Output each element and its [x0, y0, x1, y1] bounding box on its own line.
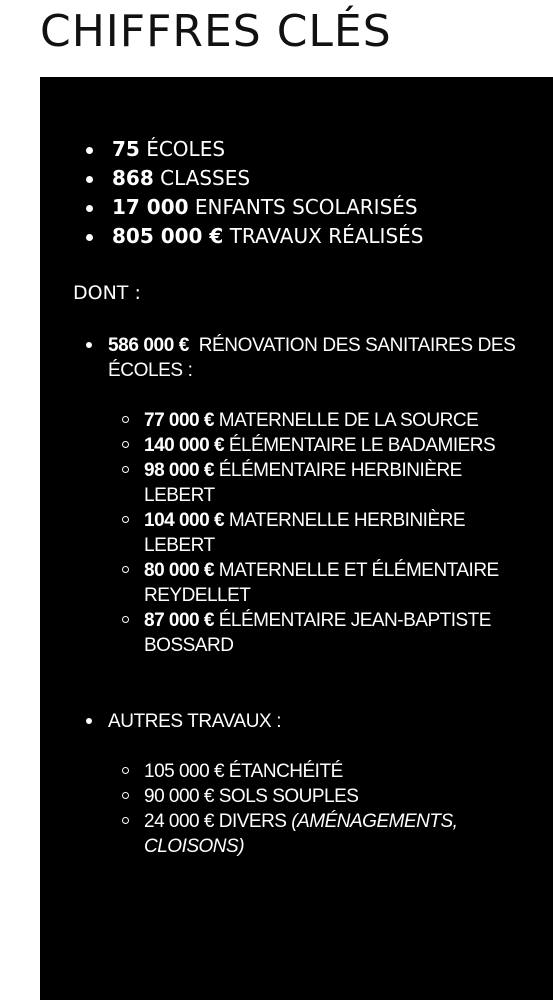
list-item — [144, 408, 534, 433]
sanitaires-list — [144, 408, 534, 658]
list-item — [144, 809, 534, 859]
list-item — [144, 458, 534, 508]
key-figure-value: 805 000 € — [112, 224, 224, 248]
item-label: ÉLÉMENTAIRE JEAN-BAPTISTE BOSSARD — [144, 610, 491, 656]
autres-travaux-list — [144, 759, 534, 859]
item-amount: 87 000 € — [144, 610, 214, 631]
item-note: (AMÉNAGEMENTS, CLOISONS) — [144, 811, 458, 857]
key-figure-label: CLASSES — [160, 166, 251, 190]
item-label: ÉLÉMENTAIRE LE BADAMIERS — [228, 435, 496, 456]
item-amount: 80 000 € — [144, 560, 214, 581]
list-item — [144, 784, 534, 809]
page-title: CHIFFRES CLÉS — [40, 6, 392, 57]
key-figure-value: 75 — [112, 137, 140, 161]
sanitaires-heading — [108, 333, 533, 383]
key-figure-label: ENFANTS SCOLARISÉS — [194, 195, 418, 219]
list-item — [144, 759, 534, 784]
dont-label: DONT : — [73, 282, 141, 304]
list-item — [144, 608, 534, 658]
key-figure-travaux — [112, 222, 532, 251]
item-label: ÉLÉMENTAIRE HERBINIÈRE LEBERT — [144, 460, 462, 506]
item-amount: 77 000 € — [144, 410, 214, 431]
key-figure-classes — [112, 164, 532, 193]
key-figure-enfants — [112, 193, 532, 222]
item-text: 24 000 € DIVERS — [144, 811, 287, 832]
item-label: MATERNELLE DE LA SOURCE — [218, 410, 479, 431]
item-amount: 140 000 € — [144, 435, 225, 456]
sanitaires-section — [108, 333, 533, 658]
autres-travaux-heading: AUTRES TRAVAUX : — [108, 709, 533, 734]
item-label: MATERNELLE HERBINIÈRE LEBERT — [144, 510, 466, 556]
sanitaires-amount: 586 000 € — [108, 335, 189, 356]
item-text: 90 000 € SOLS SOUPLES — [144, 786, 359, 807]
key-figure-ecoles — [112, 135, 532, 164]
item-label: MATERNELLE ET ÉLÉMENTAIRE REYDELLET — [144, 560, 499, 606]
list-item — [144, 508, 534, 558]
item-text: 105 000 € ÉTANCHÉITÉ — [144, 761, 343, 782]
key-figure-label: ÉCOLES — [146, 137, 226, 161]
item-amount: 104 000 € — [144, 510, 225, 531]
key-figure-value: 868 — [112, 166, 154, 190]
key-figures-list — [112, 135, 532, 251]
list-item — [144, 558, 534, 608]
sanitaires-label: RÉNOVATION DES SANITAIRES DES ÉCOLES : — [108, 335, 516, 381]
list-item — [144, 433, 534, 458]
key-figure-value: 17 000 — [112, 195, 189, 219]
autres-travaux-section — [108, 709, 533, 859]
item-amount: 98 000 € — [144, 460, 214, 481]
key-figures-panel — [40, 77, 553, 1000]
key-figure-label: TRAVAUX RÉALISÉS — [229, 224, 424, 248]
